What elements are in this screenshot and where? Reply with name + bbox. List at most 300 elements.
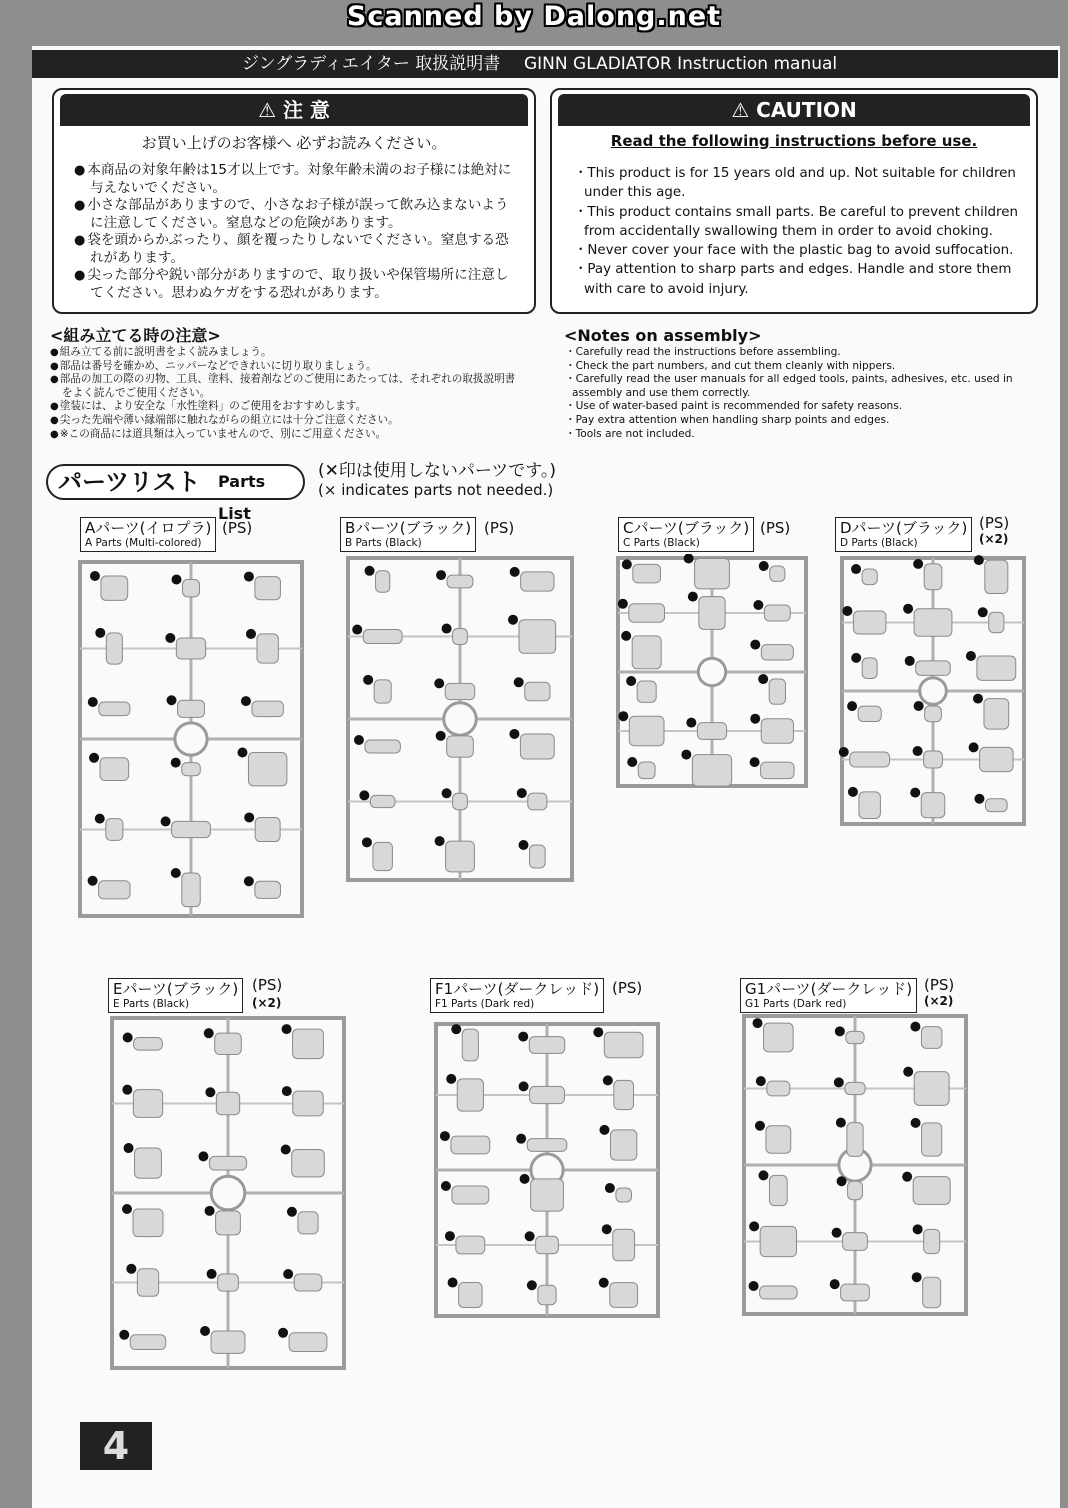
assembly-note-jp: ● 塗装には、より安全な「水性塗料」のご使用をおすすめします。 xyxy=(50,400,520,414)
runner-part-shape xyxy=(100,758,129,781)
part-number-marker xyxy=(759,561,769,571)
part-number-marker xyxy=(435,836,445,846)
part-number-marker xyxy=(902,1172,912,1182)
runner-part-shape xyxy=(293,1091,323,1116)
runner-part-shape xyxy=(613,1229,635,1261)
part-number-marker xyxy=(517,788,527,798)
part-number-marker xyxy=(514,677,524,687)
runner-part-shape xyxy=(862,569,877,585)
part-number-marker xyxy=(354,735,364,745)
assembly-note-jp: ● 部品は番号を確かめ、ニッパーなどできれいに切り取りましょう。 xyxy=(50,360,520,374)
runner-frame-drawing xyxy=(344,554,576,884)
runner-part-shape xyxy=(292,1150,325,1177)
part-number-marker xyxy=(626,676,636,686)
runner-name-en: A Parts (Multi-colored) xyxy=(85,537,202,549)
runner-label-a xyxy=(80,517,216,552)
part-number-marker xyxy=(204,1028,214,1038)
caution-item-en: ・ Never cover your face with the plastic bag to avoid suffocation. xyxy=(572,241,1022,260)
runner-part-shape xyxy=(446,841,475,872)
runner-part-shape xyxy=(846,1031,864,1043)
part-number-marker xyxy=(973,694,983,704)
part-number-marker xyxy=(167,695,177,705)
runner-part-shape xyxy=(137,1269,158,1296)
runner-diagram-a xyxy=(76,558,306,920)
part-number-marker xyxy=(246,629,256,639)
part-number-marker xyxy=(527,1280,537,1290)
runner-part-shape xyxy=(218,1274,239,1291)
part-number-marker xyxy=(95,628,105,638)
runner-part-shape xyxy=(638,762,655,779)
part-number-marker xyxy=(205,1087,215,1097)
part-number-marker xyxy=(283,1269,293,1279)
part-number-marker xyxy=(441,1181,451,1191)
runner-part-shape xyxy=(456,1236,485,1254)
runner-part-shape xyxy=(130,1335,165,1350)
part-number-marker xyxy=(974,555,984,565)
runner-frame-drawing xyxy=(432,1020,662,1320)
runner-part-shape xyxy=(255,881,281,898)
part-number-marker xyxy=(974,794,984,804)
runner-part-shape xyxy=(770,566,785,581)
runner-part-shape xyxy=(135,1148,162,1178)
part-number-marker xyxy=(758,674,768,684)
part-number-marker xyxy=(123,1033,133,1043)
assembly-note-en: ・ Carefully read the user manuals for all edged tools, paints, adhesives, etc. used in assembly and use them correctly. xyxy=(564,373,1014,400)
runner-part-shape xyxy=(916,661,951,675)
runner-material-f1: (PS) xyxy=(612,979,643,997)
runner-quantity-d: (×2) xyxy=(979,532,1009,546)
part-number-marker xyxy=(978,607,988,617)
part-number-marker xyxy=(451,1024,461,1034)
part-number-marker xyxy=(244,876,254,886)
part-number-marker xyxy=(599,1125,609,1135)
part-number-marker xyxy=(836,1118,846,1128)
runner-part-shape xyxy=(447,575,473,588)
runner-label-d xyxy=(835,517,972,552)
caution-item-jp: ● 本商品の対象年齢は15才以上です。対象年齢未満のお子様には絶対に与えないでください。 xyxy=(74,162,514,197)
assembly-note-en: ・ Carefully read the instructions before assembling. xyxy=(564,346,1014,360)
runner-part-shape xyxy=(457,1079,483,1111)
runner-part-shape xyxy=(761,719,793,744)
part-number-marker xyxy=(749,1221,759,1231)
runner-part-shape xyxy=(924,751,943,768)
part-number-marker xyxy=(434,678,444,688)
runner-part-shape xyxy=(363,630,402,644)
runner-part-shape xyxy=(764,605,790,621)
runner-label-c xyxy=(618,517,754,552)
runner-part-shape xyxy=(633,564,661,582)
runner-frame-drawing xyxy=(76,558,306,920)
runner-part-shape xyxy=(459,1283,482,1308)
part-number-marker xyxy=(847,701,857,711)
part-number-marker xyxy=(913,746,923,756)
runner-part-shape xyxy=(298,1212,318,1234)
caution-box-jp xyxy=(52,88,536,314)
runner-part-shape xyxy=(637,681,656,702)
runner-part-shape xyxy=(923,1277,941,1308)
runner-part-shape xyxy=(106,633,122,664)
runner-part-shape xyxy=(760,1286,797,1299)
caution-item-en: ・ This product is for 15 years old and up. Not suitable for children under this age. xyxy=(572,164,1022,203)
runner-part-shape xyxy=(106,819,123,841)
part-number-marker xyxy=(839,747,849,757)
runner-part-shape xyxy=(445,683,475,699)
runner-part-shape xyxy=(453,793,468,809)
runner-label-b xyxy=(340,517,476,552)
part-number-marker xyxy=(627,757,637,767)
runner-part-shape xyxy=(695,558,730,588)
parts-list-note-jp: (✕印は使用しないパーツです。) xyxy=(318,461,556,481)
runner-part-shape xyxy=(692,755,731,787)
runner-diagram-b xyxy=(344,554,576,884)
part-number-marker xyxy=(200,1326,210,1336)
part-number-marker xyxy=(510,567,520,577)
runner-part-shape xyxy=(133,1090,162,1118)
parts-list-heading xyxy=(46,464,305,523)
runner-part-shape xyxy=(616,1188,632,1202)
runner-part-shape xyxy=(760,1226,796,1256)
assembly-note-en: ・ Check the part numbers, and cut them cleanly with nippers. xyxy=(564,360,1014,374)
part-number-marker xyxy=(830,1279,840,1289)
part-number-marker xyxy=(913,1224,923,1234)
part-number-marker xyxy=(605,1183,615,1193)
part-number-marker xyxy=(684,554,694,563)
part-number-marker xyxy=(911,1118,921,1128)
runner-part-shape xyxy=(985,560,1008,593)
runner-part-shape xyxy=(216,1092,239,1114)
runner-name-en: F1 Parts (Dark red) xyxy=(435,998,535,1010)
caution-box-en xyxy=(550,88,1038,314)
part-number-marker xyxy=(88,697,98,707)
part-number-marker xyxy=(851,564,861,574)
part-number-marker xyxy=(903,604,913,614)
assembly-notes-heading-jp: <組み立てる時の注意> xyxy=(50,326,221,345)
assembly-notes-en xyxy=(564,326,1014,441)
caution-subtitle-jp: お買い上げのお客様へ 必ずお読みください。 xyxy=(141,134,447,152)
caution-item-jp: ● 小さな部品がありますので、小さなお子様が誤って飲み込まないように注意してください。窒息などの危険があります。 xyxy=(74,197,514,232)
runner-diagram-e xyxy=(108,1014,348,1372)
runner-part-shape xyxy=(215,1033,242,1054)
part-number-marker xyxy=(756,1076,766,1086)
part-number-marker xyxy=(95,814,105,824)
runner-part-shape xyxy=(99,881,130,899)
runner-diagram-g1 xyxy=(740,1012,970,1318)
part-number-marker xyxy=(119,1330,129,1340)
part-number-marker xyxy=(969,742,979,752)
runner-part-shape xyxy=(984,699,1009,729)
part-number-marker xyxy=(448,1278,458,1288)
part-number-marker xyxy=(525,1231,535,1241)
runner-part-shape xyxy=(370,795,395,807)
part-number-marker xyxy=(436,570,446,580)
runner-part-shape xyxy=(255,577,281,600)
runner-part-shape xyxy=(848,1181,863,1199)
runner-part-shape xyxy=(294,1274,322,1291)
runner-part-shape xyxy=(374,680,391,703)
part-number-marker xyxy=(124,1143,134,1153)
runner-material-g1: (PS) xyxy=(924,976,955,994)
runner-part-shape xyxy=(921,1027,942,1049)
runner-part-shape xyxy=(178,700,205,717)
runner-part-shape xyxy=(525,682,550,700)
part-number-marker xyxy=(851,653,861,663)
runner-part-shape xyxy=(632,636,661,669)
runner-part-shape xyxy=(447,736,474,757)
runner-part-shape xyxy=(252,701,283,716)
runner-part-shape xyxy=(182,763,201,776)
runner-name-jp: Eパーツ(ブラック) xyxy=(113,980,239,998)
runner-part-shape xyxy=(845,1082,865,1094)
assembly-note-en: ・ Tools are not included. xyxy=(564,428,1014,442)
part-number-marker xyxy=(602,1224,612,1234)
runner-name-jp: Dパーツ(ブラック) xyxy=(840,519,968,537)
parts-list-title-jp: パーツリスト xyxy=(58,468,201,496)
runner-part-shape xyxy=(980,747,1013,771)
runner-part-shape xyxy=(924,1229,940,1253)
runner-part-shape xyxy=(977,656,1016,680)
runner-part-shape xyxy=(629,604,665,622)
runner-part-shape xyxy=(530,1086,565,1103)
part-number-marker xyxy=(681,750,691,760)
runner-frame-drawing xyxy=(740,1012,970,1318)
page-number: 4 xyxy=(80,1422,152,1470)
part-number-marker xyxy=(281,1145,291,1155)
caution-subtitle-en: Read the following instructions before use. xyxy=(610,132,978,150)
runner-part-shape xyxy=(451,1136,490,1154)
caution-item-jp: ● 尖った部分や鋭い部分がありますので、取り扱いや保管場所に注意してください。思わぬケガをする恐れがあります。 xyxy=(74,267,514,302)
runner-part-shape xyxy=(925,706,942,722)
runner-part-shape xyxy=(847,1123,863,1157)
part-number-marker xyxy=(161,816,171,826)
parts-list-note-en: (× indicates parts not needed.) xyxy=(318,481,554,499)
part-number-marker xyxy=(278,1328,288,1338)
runner-part-shape xyxy=(604,1032,643,1058)
runner-part-shape xyxy=(530,845,546,868)
part-number-marker xyxy=(207,1269,217,1279)
part-number-marker xyxy=(914,701,924,711)
part-number-marker xyxy=(750,757,760,767)
runner-part-shape xyxy=(373,842,392,870)
runner-part-shape xyxy=(452,1186,489,1204)
runner-diagram-f1 xyxy=(432,1020,662,1320)
runner-part-shape xyxy=(761,762,794,778)
runner-part-shape xyxy=(209,1156,246,1170)
runner-frame-drawing xyxy=(108,1014,348,1372)
runner-part-shape xyxy=(453,629,468,645)
runner-name-jp: G1パーツ(ダークレッド) xyxy=(745,980,913,998)
part-number-marker xyxy=(910,788,920,798)
part-number-marker xyxy=(686,718,696,728)
part-number-marker xyxy=(122,1085,132,1095)
part-number-marker xyxy=(749,1281,759,1291)
part-number-marker xyxy=(905,656,915,666)
runner-frame-drawing xyxy=(614,554,810,790)
part-number-marker xyxy=(244,812,254,822)
runner-part-shape xyxy=(182,579,199,596)
part-number-marker xyxy=(520,1174,530,1184)
part-number-marker xyxy=(618,599,628,609)
runner-part-shape xyxy=(862,658,877,679)
part-number-marker xyxy=(848,787,858,797)
runner-part-shape xyxy=(376,571,390,592)
runner-part-shape xyxy=(761,645,793,660)
runner-part-shape xyxy=(914,609,952,637)
runner-label-f1 xyxy=(430,978,604,1013)
caution-list-jp xyxy=(74,162,514,302)
part-number-marker xyxy=(516,1134,526,1144)
part-number-marker xyxy=(445,1231,455,1241)
runner-part-shape xyxy=(289,1333,327,1352)
caution-list-en xyxy=(572,164,1022,299)
part-number-marker xyxy=(688,592,698,602)
part-number-marker xyxy=(832,1228,842,1238)
runner-part-shape xyxy=(133,1209,163,1237)
runner-part-shape xyxy=(293,1029,324,1059)
runner-name-en: B Parts (Black) xyxy=(345,537,422,549)
runner-quantity-e: (×2) xyxy=(252,996,282,1010)
runner-part-shape xyxy=(924,564,942,590)
runner-part-shape xyxy=(858,706,881,721)
part-number-marker xyxy=(509,729,519,739)
runner-frame-drawing xyxy=(838,554,1028,828)
part-number-marker xyxy=(599,1278,609,1288)
part-number-marker xyxy=(753,1018,763,1028)
runner-part-shape xyxy=(99,702,130,716)
scan-watermark: Scanned by Dalong.net xyxy=(346,1,722,32)
runner-part-shape xyxy=(255,817,280,841)
runner-part-shape xyxy=(527,1139,567,1152)
runner-part-shape xyxy=(257,634,278,663)
parts-list-note xyxy=(318,462,556,500)
part-number-marker xyxy=(622,559,632,569)
runner-part-shape xyxy=(520,734,554,759)
part-number-marker xyxy=(282,1086,292,1096)
runner-part-shape xyxy=(699,597,725,630)
part-number-marker xyxy=(837,1176,847,1186)
runner-part-shape xyxy=(766,1126,791,1153)
runner-name-jp: Bパーツ(ブラック) xyxy=(345,519,472,537)
runner-part-shape xyxy=(365,740,400,753)
runner-part-shape xyxy=(216,1211,241,1235)
assembly-note-jp: ● 尖った先端や薄い縁端部に触れながらの組立には十分ご注意ください。 xyxy=(50,414,520,428)
part-number-marker xyxy=(362,837,372,847)
part-number-marker xyxy=(903,1067,913,1077)
runner-part-shape xyxy=(610,1130,636,1160)
runner-part-shape xyxy=(841,1284,870,1301)
runner-material-b: (PS) xyxy=(484,519,515,537)
part-number-marker xyxy=(603,1075,613,1085)
runner-part-shape xyxy=(859,792,880,819)
part-number-marker xyxy=(618,711,628,721)
runner-part-shape xyxy=(176,638,205,659)
part-number-marker xyxy=(436,731,446,741)
runner-part-shape xyxy=(989,612,1004,632)
part-number-marker xyxy=(442,624,452,634)
manual-page xyxy=(32,46,1060,1508)
runner-quantity-g1: (×2) xyxy=(924,994,954,1008)
parts-list-title-en: Parts List xyxy=(218,472,266,523)
part-number-marker xyxy=(171,868,181,878)
part-number-marker xyxy=(205,1206,215,1216)
runner-part-shape xyxy=(921,793,945,818)
runner-part-shape xyxy=(853,611,886,634)
part-number-marker xyxy=(910,1022,920,1032)
part-number-marker xyxy=(835,1026,845,1036)
part-number-marker xyxy=(758,1170,768,1180)
runner-part-shape xyxy=(914,1072,949,1106)
part-number-marker xyxy=(750,640,760,650)
runner-part-shape xyxy=(538,1285,556,1304)
runner-part-shape xyxy=(211,1331,245,1353)
part-number-marker xyxy=(750,714,760,724)
part-number-marker xyxy=(621,631,631,641)
assembly-notes-jp xyxy=(50,326,520,441)
assembly-note-jp: ● ※この商品には道具類は入っていませんので、別にご用意ください。 xyxy=(50,428,520,442)
part-number-marker xyxy=(122,1204,132,1214)
part-number-marker xyxy=(442,788,452,798)
part-number-marker xyxy=(171,574,181,584)
header-title-jp: ジングラディエイター 取扱説明書 xyxy=(242,54,501,74)
runner-part-shape xyxy=(101,576,128,600)
part-number-marker xyxy=(365,566,375,576)
runner-part-shape xyxy=(769,1175,787,1205)
part-number-marker xyxy=(519,1081,529,1091)
part-number-marker xyxy=(593,1027,603,1037)
runner-label-e xyxy=(108,978,243,1013)
part-number-marker xyxy=(282,1024,292,1034)
part-number-marker xyxy=(89,753,99,763)
runner-part-shape xyxy=(913,1177,950,1205)
part-number-marker xyxy=(753,600,763,610)
assembly-note-jp: ● 組み立てる前に説明書をよく読みましょう。 xyxy=(50,346,520,360)
assembly-note-en: ・ Use of water-based paint is recommended for safety reasons. xyxy=(564,400,1014,414)
part-number-marker xyxy=(446,1074,456,1084)
runner-part-shape xyxy=(248,752,286,785)
caution-item-jp: ● 袋を頭からかぶったり、顔を覆ったりしないでください。窒息する恐れがあります。 xyxy=(74,232,514,267)
runner-part-shape xyxy=(134,1038,163,1051)
runner-material-a: (PS) xyxy=(222,519,253,537)
part-number-marker xyxy=(755,1121,765,1131)
part-number-marker xyxy=(363,675,373,685)
manual-header xyxy=(32,50,1058,78)
runner-diagram-c xyxy=(614,554,810,790)
runner-part-shape xyxy=(529,1037,564,1054)
runner-name-en: C Parts (Black) xyxy=(623,537,700,549)
runner-part-shape xyxy=(519,620,556,654)
runner-material-e: (PS) xyxy=(252,976,283,994)
runner-part-shape xyxy=(985,799,1007,812)
runner-part-shape xyxy=(922,1123,942,1156)
part-number-marker xyxy=(244,572,254,582)
part-number-marker xyxy=(912,1272,922,1282)
part-number-marker xyxy=(88,876,98,886)
caution-title-jp: ⚠ 注 意 xyxy=(60,94,528,126)
runner-part-shape xyxy=(697,723,726,740)
runner-part-shape xyxy=(182,873,200,907)
runner-part-shape xyxy=(610,1283,638,1308)
runner-material-d: (PS) xyxy=(979,514,1010,532)
caution-item-en: ・ This product contains small parts. Be careful to prevent children from accidentally swallowing them in order to avoid choking. xyxy=(572,203,1022,242)
runner-name-jp: Cパーツ(ブラック) xyxy=(623,519,750,537)
part-number-marker xyxy=(359,790,369,800)
header-title-en: GINN GLADIATOR Instruction manual xyxy=(524,54,838,74)
part-number-marker xyxy=(171,758,181,768)
runner-part-shape xyxy=(531,1179,564,1211)
runner-name-en: G1 Parts (Dark red) xyxy=(745,998,847,1010)
runner-part-shape xyxy=(767,1081,790,1096)
part-number-marker xyxy=(198,1151,208,1161)
part-number-marker xyxy=(508,615,518,625)
